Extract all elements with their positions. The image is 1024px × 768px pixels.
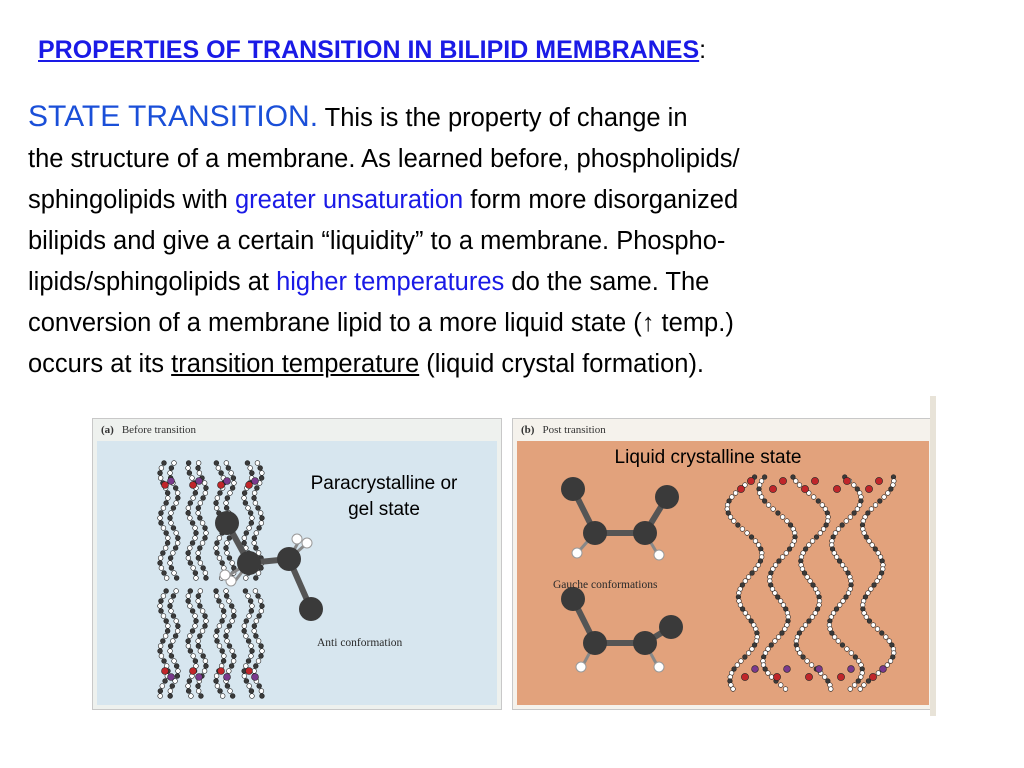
gel-state-label-line-2: gel state bbox=[348, 499, 420, 520]
gauche-conformation-molecule-bottom bbox=[561, 587, 683, 672]
line-6-end: temp.) bbox=[654, 309, 734, 337]
slide-title-colon: : bbox=[699, 36, 707, 64]
panel-b-caption: Post transition bbox=[542, 424, 606, 436]
line-5-start: lipids/sphingolipids at bbox=[28, 268, 277, 296]
highlight-higher-temperatures: higher temperatures bbox=[276, 268, 505, 296]
line-7-end: (liquid crystal formation). bbox=[419, 350, 705, 378]
ordered-lipid-chains bbox=[158, 461, 265, 699]
line-3-start: sphingolipids with bbox=[28, 186, 235, 214]
paragraph-line-3 bbox=[28, 180, 1003, 221]
paragraph-line-1 bbox=[28, 96, 1003, 139]
paragraph-line-4: bilipids and give a certain “liquidity” to a membrane. Phospho- bbox=[28, 227, 726, 255]
liquid-crystalline-label: Liquid crystalline state bbox=[614, 447, 802, 468]
body-paragraph bbox=[28, 96, 1003, 385]
figure-panel-post-transition bbox=[512, 418, 934, 710]
gel-state-label-line-1: Paracrystalline or bbox=[310, 473, 458, 494]
anti-conformation-caption: Anti conformation bbox=[317, 637, 403, 649]
underlined-transition-temperature: transition temperature bbox=[171, 350, 420, 378]
line-7-start: occurs at its bbox=[28, 350, 172, 378]
highlight-greater-unsaturation: greater unsaturation bbox=[234, 186, 464, 214]
disordered-lipid-chains bbox=[725, 475, 896, 692]
slide-title bbox=[38, 36, 706, 65]
gauche-conformations-caption: Gauche conformations bbox=[553, 579, 658, 591]
line-1-text: This is the property of change in bbox=[318, 104, 688, 132]
paragraph-line-5 bbox=[28, 262, 1003, 303]
up-arrow-icon: ↑ bbox=[641, 309, 655, 337]
liquid-crystalline-lipid-illustration bbox=[517, 441, 929, 705]
panel-a-label bbox=[101, 424, 196, 436]
lead-heading: STATE TRANSITION. bbox=[28, 100, 319, 133]
line-6-start: conversion of a membrane lipid to a more liquid state ( bbox=[28, 309, 642, 337]
panel-a-letter: (a) bbox=[101, 424, 114, 436]
panel-b-label bbox=[521, 424, 606, 436]
gel-state-label bbox=[279, 471, 489, 523]
line-5-end: do the same. The bbox=[504, 268, 710, 296]
figure-edge-stripe bbox=[930, 396, 936, 716]
figure-panel-before-transition bbox=[92, 418, 502, 710]
panel-b-image-area bbox=[517, 441, 929, 705]
panel-b-letter: (b) bbox=[521, 424, 535, 436]
paragraph-line-2: the structure of a membrane. As learned before, phospholipids/ bbox=[28, 145, 740, 173]
slide-title-text: PROPERTIES OF TRANSITION IN BILIPID MEMBRANES bbox=[38, 36, 700, 64]
paragraph-line-6 bbox=[28, 303, 1003, 344]
panel-a-caption: Before transition bbox=[121, 424, 197, 436]
line-3-end: form more disorganized bbox=[463, 186, 739, 214]
gauche-conformation-molecule-top bbox=[561, 477, 679, 560]
paragraph-line-7 bbox=[28, 344, 1003, 385]
